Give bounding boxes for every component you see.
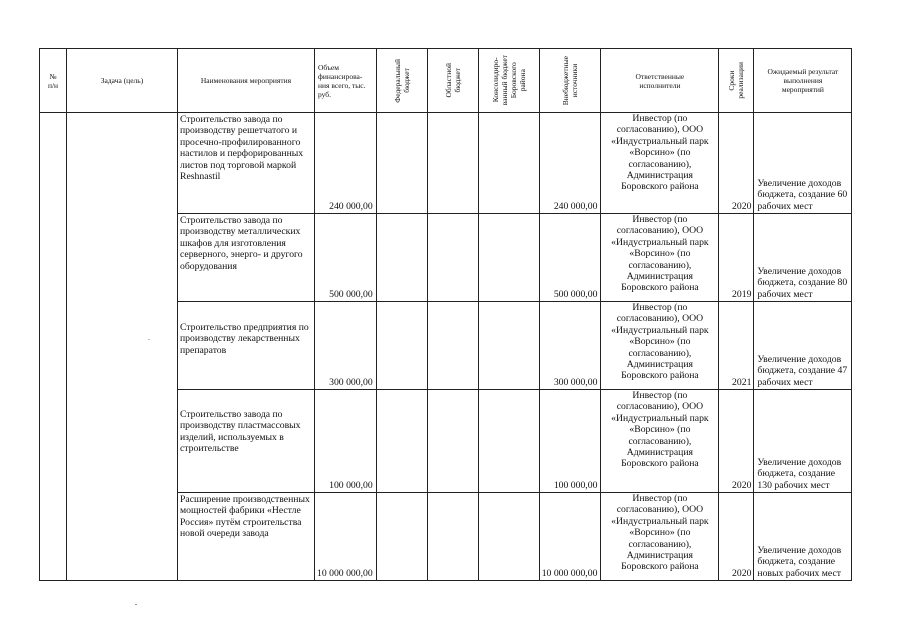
- cell-consolidated: [478, 214, 539, 302]
- cell-event: Расширение производственных мощностей фабрики «Нестле Россия» путём строительства новой очереди завода: [178, 493, 315, 581]
- header-num: № п/н: [40, 49, 67, 113]
- cell-result: Увеличение доходов бюджета, создание 47 рабочих мест: [754, 302, 852, 390]
- cell-result: Увеличение доходов бюджета, создание 80 рабочих мест: [754, 214, 852, 302]
- cell-responsible: Инвестор (по согласованию), ООО «Индустриальный парк «Ворсино» (по согласованию), Администрация Боровского района: [601, 214, 719, 302]
- cell-term: 2020: [719, 493, 754, 581]
- cell-extrabudget: 240 000,00: [539, 113, 601, 214]
- header-responsible: Ответственные исполнители: [601, 49, 719, 113]
- cell-extrabudget: 300 000,00: [539, 302, 601, 390]
- header-federal: Федеральный бюджет: [376, 49, 427, 113]
- cell-extrabudget: 500 000,00: [539, 214, 601, 302]
- cell-responsible: Инвестор (по согласованию), ООО «Индустриальный парк «Ворсино» (по согласованию), Администрация Боровского района: [601, 113, 719, 214]
- cell-responsible: Инвестор (по согласованию), ООО «Индустриальный парк «Ворсино» (по согласованию), Администрация Боровского района: [601, 390, 719, 493]
- cell-federal: [376, 493, 427, 581]
- cell-total: 10 000 000,00: [315, 493, 377, 581]
- header-consolidated: Консолидиро- ванный бюджет Боровского района: [478, 49, 539, 113]
- cell-total: 100 000,00: [315, 390, 377, 493]
- cell-result: Увеличение доходов бюджета, создание новых рабочих мест: [754, 493, 852, 581]
- cell-task: [67, 113, 178, 581]
- cell-term: 2021: [719, 302, 754, 390]
- header-total: Объем финансирова- ния всего, тыс. руб.: [315, 49, 377, 113]
- cell-total: 500 000,00: [315, 214, 377, 302]
- header-term: Сроки реализации: [719, 49, 754, 113]
- cell-total: 240 000,00: [315, 113, 377, 214]
- cell-term: 2019: [719, 214, 754, 302]
- cell-event: Строительство завода по производству металлических шкафов для изготовления серверного, энерго- и другого оборудования: [178, 214, 315, 302]
- cell-event: Строительство предприятия по производству лекарственных препаратов: [178, 302, 315, 390]
- cell-responsible: Инвестор (по согласованию), ООО «Индустриальный парк «Ворсино» (по согласованию), Администрация Боровского района: [601, 302, 719, 390]
- header-regional: Областной бюджет: [427, 49, 478, 113]
- cell-extrabudget: 100 000,00: [539, 390, 601, 493]
- cell-result: Увеличение доходов бюджета, создание 60 рабочих мест: [754, 113, 852, 214]
- header-task: Задача (цель): [67, 49, 178, 113]
- cell-responsible: Инвестор (по согласованию), ООО «Индустриальный парк «Ворсино» (по согласованию), Администрация Боровского района: [601, 493, 719, 581]
- header-extrabudget: Внебюджетные источники: [539, 49, 601, 113]
- scan-speck: [148, 339, 150, 340]
- cell-consolidated: [478, 113, 539, 214]
- table-header-row: [40, 49, 852, 113]
- cell-federal: [376, 390, 427, 493]
- cell-event: Строительство завода по производству решетчатого и просечно-профилированного настилов и перфорированных листов под торговой маркой Reshnastil: [178, 113, 315, 214]
- cell-term: 2020: [719, 113, 754, 214]
- financing-table: [39, 48, 852, 581]
- cell-term: 2020: [719, 390, 754, 493]
- cell-total: 300 000,00: [315, 302, 377, 390]
- header-result: Ожидаемый результат выполнения мероприятий: [754, 49, 852, 113]
- cell-regional: [427, 493, 478, 581]
- cell-event: Строительство завода по производству пластмассовых изделий, используемых в строительстве: [178, 390, 315, 493]
- header-event: Наименования мероприятия: [178, 49, 315, 113]
- scan-speck: [135, 604, 137, 605]
- cell-regional: [427, 214, 478, 302]
- cell-extrabudget: 10 000 000,00: [539, 493, 601, 581]
- cell-consolidated: [478, 302, 539, 390]
- cell-result: Увеличение доходов бюджета, создание 130 рабочих мест: [754, 390, 852, 493]
- cell-consolidated: [478, 493, 539, 581]
- cell-consolidated: [478, 390, 539, 493]
- cell-federal: [376, 302, 427, 390]
- cell-regional: [427, 113, 478, 214]
- cell-regional: [427, 390, 478, 493]
- cell-federal: [376, 214, 427, 302]
- cell-num: [40, 113, 67, 581]
- cell-regional: [427, 302, 478, 390]
- table-row: [40, 113, 852, 214]
- cell-federal: [376, 113, 427, 214]
